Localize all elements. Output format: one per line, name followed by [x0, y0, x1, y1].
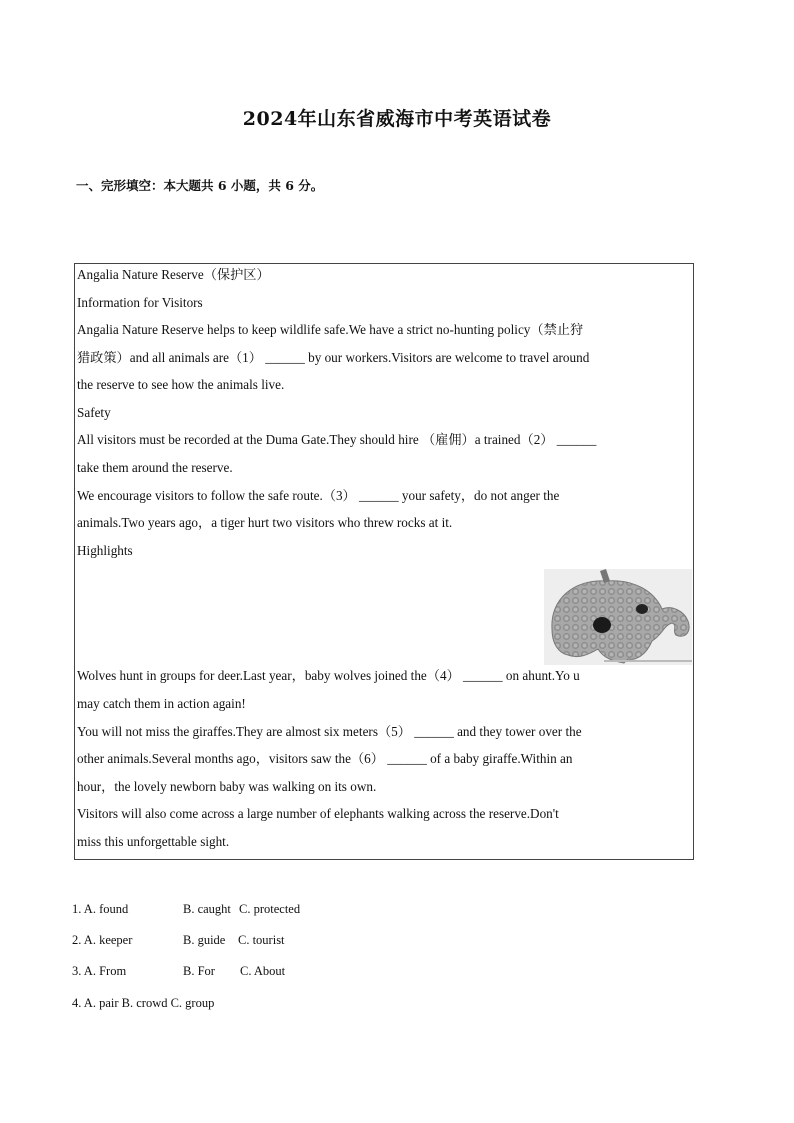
passage-line: the reserve to see how the animals live.	[77, 377, 285, 392]
question-options: 4. A. pair B. crowd C. group	[72, 996, 215, 1010]
passage-line: hour，the lovely newborn baby was walking on its own.	[77, 779, 377, 794]
passage-line: Visitors will also come across a large number of elephants walking across the reserve.Don't	[77, 806, 559, 821]
passage-line: We encourage visitors to follow the safe route.（3） ______ your safety，do not anger the	[77, 488, 560, 503]
passage-line: Wolves hunt in groups for deer.Last year，baby wolves joined the（4） ______ on ahunt.Yo u	[77, 668, 580, 683]
option-b: B. For	[183, 964, 215, 978]
option-c: C. protected	[239, 902, 301, 916]
option-c: C. tourist	[238, 933, 285, 947]
option-a: 2. A. keeper	[72, 933, 133, 947]
passage-line: 猎政策）and all animals are（1） ______ by our workers.Visitors are welcome to travel around	[77, 350, 590, 365]
option-a: 3. A. From	[72, 964, 127, 978]
passage-line: may catch them in action again!	[77, 696, 246, 711]
passage-line: You will not miss the giraffes.They are almost six meters（5） ______ and they tower over the	[77, 724, 582, 739]
passage-line: All visitors must be recorded at the Duma Gate.They should hire （雇佣）a trained（2） ______	[77, 432, 597, 447]
elephant-image	[544, 569, 692, 665]
passage-subtitle: Information for Visitors	[77, 295, 203, 310]
section-heading: 一、完形填空：本大题共 6 小题，共 6 分。	[76, 178, 324, 193]
option-b: B. guide	[183, 933, 226, 947]
passage-line: animals.Two years ago，a tiger hurt two visitors who threw rocks at it.	[77, 515, 453, 530]
passage-line: other animals.Several months ago，visitors saw the（6） ______ of a baby giraffe.Within an	[77, 751, 573, 766]
passage-title: Angalia Nature Reserve（保护区）	[77, 267, 270, 282]
passage-line: miss this unforgettable sight.	[77, 834, 230, 849]
passage-box	[74, 263, 694, 860]
option-c: C. About	[240, 964, 286, 978]
passage-line: Angalia Nature Reserve helps to keep wildlife safe.We have a strict no-hunting policy（禁止狩	[77, 322, 584, 337]
option-a: 1. A. found	[72, 902, 129, 916]
passage-line: take them around the reserve.	[77, 460, 233, 475]
page-title: 2024年山东省威海市中考英语试卷	[242, 108, 552, 130]
option-b: B. caught	[183, 902, 231, 916]
heading-highlights: Highlights	[77, 543, 133, 558]
heading-safety: Safety	[77, 405, 111, 420]
